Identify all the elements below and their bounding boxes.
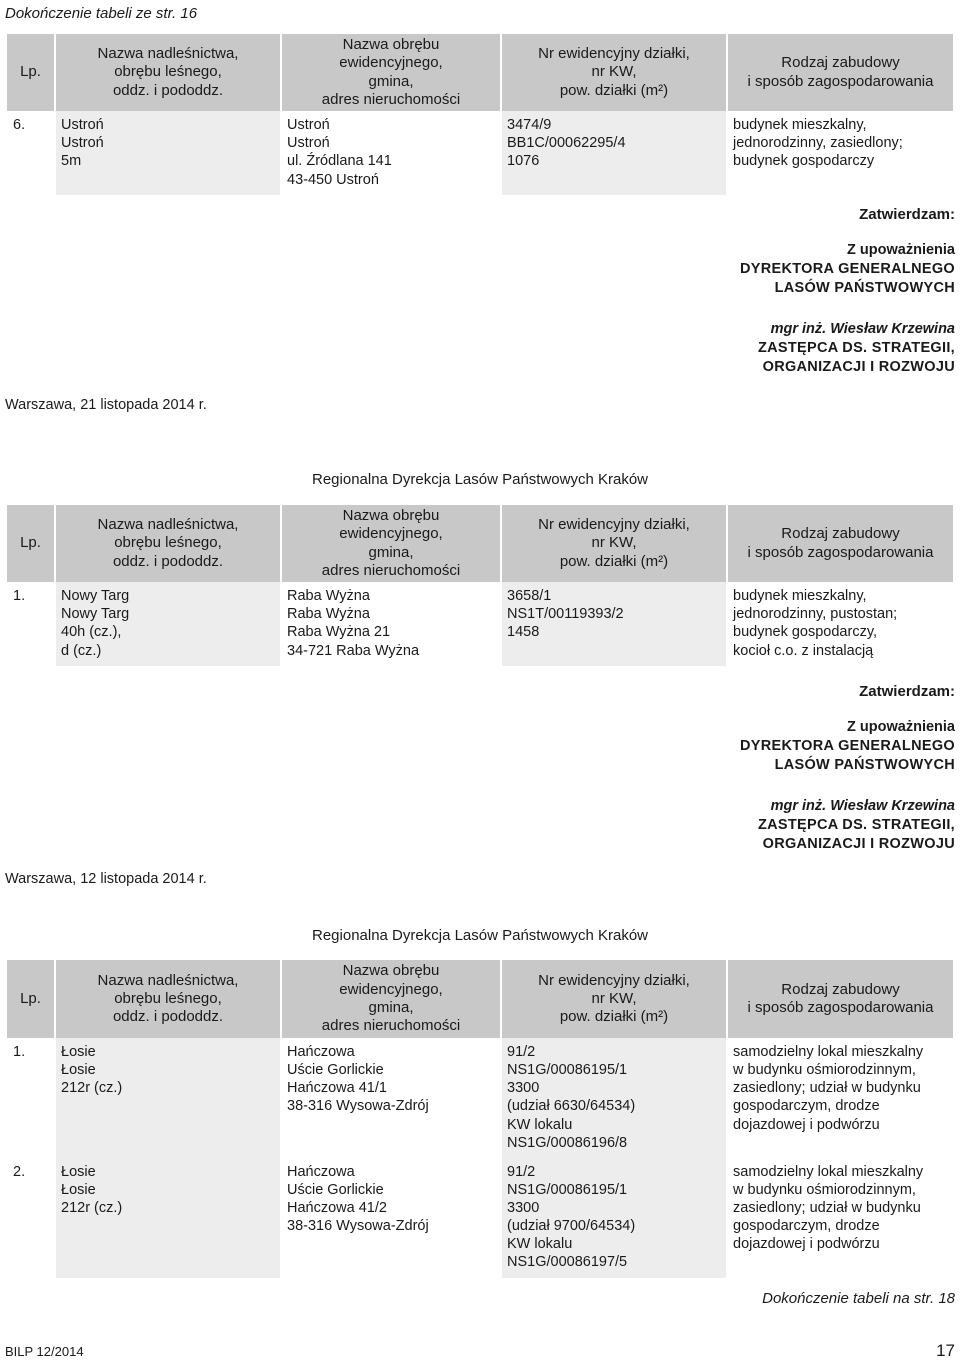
header-nadlesnictwo: Nazwa nadleśnictwa, obrębu leśnego, oddz. i pododdz. [55, 34, 281, 111]
header-dzialka: Nr ewidencyjny działki, nr KW, pow. działki (m²) [501, 34, 727, 111]
header-nadlesnictwo: Nazwa nadleśnictwa, obrębu leśnego, oddz. i pododdz. [55, 505, 281, 582]
footer-journal: BILP 12/2014 [5, 1344, 84, 1359]
cell-obreb: Hańczowa Uście Gorlickie Hańczowa 41/2 38-316 Wysowa-Zdrój [281, 1158, 501, 1278]
footer-page-number: 17 [936, 1341, 955, 1360]
header-lp: Lp. [7, 34, 55, 111]
approval-title: Zatwierdzam: [859, 206, 955, 223]
date-line: Warszawa, 12 listopada 2014 r. [5, 871, 207, 887]
header-lp: Lp. [7, 505, 55, 582]
table-header-row [7, 505, 953, 582]
header-zabudowa: Rodzaj zabudowy i sposób zagospodarowania [727, 960, 953, 1038]
header-obreb: Nazwa obrębu ewidencyjnego, gmina, adres nieruchomości [281, 34, 501, 111]
header-obreb: Nazwa obrębu ewidencyjnego, gmina, adres nieruchomości [281, 505, 501, 582]
cell-nadlesnictwo: Nowy Targ Nowy Targ 40h (cz.), d (cz.) [55, 582, 281, 666]
approval-line: DYREKTORA GENERALNEGO [740, 737, 955, 754]
signer-name: mgr inż. Wiesław Krzewina [770, 798, 955, 815]
cell-zabudowa: samodzielny lokal mieszkalny w budynku ośmiorodzinnym, zasiedlony; udział w budynku gospodarczym, drodze dojazdowej i podwórzu [733, 1044, 924, 1133]
header-obreb: Nazwa obrębu ewidencyjnego, gmina, adres nieruchomości [281, 960, 501, 1038]
cell-lp: 2. [7, 1158, 55, 1278]
table-ustron [7, 34, 953, 195]
table-nowy-targ [7, 505, 953, 666]
table-losie [7, 960, 953, 1278]
table-header-row [7, 960, 953, 1038]
approval-line: LASÓW PAŃSTWOWYCH [774, 757, 955, 774]
continuation-note-top: Dokończenie tabeli ze str. 16 [5, 5, 198, 22]
table-header-row [7, 34, 953, 111]
approval-line: Z upoważnienia [847, 241, 955, 258]
table-row [7, 1158, 953, 1278]
cell-obreb: Hańczowa Uście Gorlickie Hańczowa 41/1 38-316 Wysowa-Zdrój [281, 1038, 501, 1158]
header-zabudowa: Rodzaj zabudowy i sposób zagospodarowania [727, 34, 953, 111]
approval-block [625, 205, 955, 378]
region-title: Regionalna Dyrekcja Lasów Państwowych Kraków [312, 471, 648, 488]
approval-line: LASÓW PAŃSTWOWYCH [774, 280, 955, 297]
continuation-note-bottom: Dokończenie tabeli na str. 18 [762, 1290, 955, 1307]
cell-zabudowa: budynek mieszkalny, jednorodzinny, pustostan; budynek gospodarczy, kocioł c.o. z instalacją [733, 588, 898, 659]
header-nadlesnictwo: Nazwa nadleśnictwa, obrębu leśnego, oddz. i pododdz. [55, 960, 281, 1038]
signer-role: ZASTĘPCA DS. STRATEGII, [757, 817, 955, 834]
cell-obreb: Ustroń Ustroń ul. Źródlana 141 43-450 Ustroń [281, 111, 501, 195]
cell-lp: 1. [7, 1038, 55, 1158]
cell-zabudowa: budynek mieszkalny, jednorodzinny, zasiedlony; budynek gospodarczy [733, 117, 903, 170]
signer-role: ORGANIZACJI I ROZWOJU [762, 836, 955, 853]
cell-dzialka: 91/2 NS1G/00086195/1 3300 (udział 9700/64534) KW lokalu NS1G/00086197/5 [501, 1158, 727, 1278]
approval-block [625, 682, 955, 855]
cell-dzialka: 3474/9 BB1C/00062295/4 1076 [501, 111, 727, 195]
cell-lp: 1. [7, 582, 55, 666]
header-dzialka: Nr ewidencyjny działki, nr KW, pow. działki (m²) [501, 505, 727, 582]
cell-lp: 6. [7, 111, 55, 195]
approval-line: DYREKTORA GENERALNEGO [740, 260, 955, 277]
cell-dzialka: 3658/1 NS1T/00119393/2 1458 [501, 582, 727, 666]
date-line: Warszawa, 21 listopada 2014 r. [5, 397, 207, 413]
cell-nadlesnictwo: Łosie Łosie 212r (cz.) [55, 1158, 281, 1278]
header-dzialka: Nr ewidencyjny działki, nr KW, pow. działki (m²) [501, 960, 727, 1038]
cell-dzialka: 91/2 NS1G/00086195/1 3300 (udział 6630/64534) KW lokalu NS1G/00086196/8 [501, 1038, 727, 1158]
cell-nadlesnictwo: Łosie Łosie 212r (cz.) [55, 1038, 281, 1158]
header-zabudowa: Rodzaj zabudowy i sposób zagospodarowania [727, 505, 953, 582]
table-row [7, 111, 953, 195]
signer-role: ZASTĘPCA DS. STRATEGII, [757, 340, 955, 357]
region-title: Regionalna Dyrekcja Lasów Państwowych Kraków [312, 927, 648, 944]
header-lp: Lp. [7, 960, 55, 1038]
signer-role: ORGANIZACJI I ROZWOJU [762, 359, 955, 376]
cell-nadlesnictwo: Ustroń Ustroń 5m [55, 111, 281, 195]
cell-zabudowa: samodzielny lokal mieszkalny w budynku ośmiorodzinnym, zasiedlony; udział w budynku gospodarczym, drodze dojazdowej i podwórzu [733, 1163, 924, 1253]
approval-line: Z upoważnienia [847, 718, 955, 735]
table-row [7, 1038, 953, 1158]
approval-title: Zatwierdzam: [859, 683, 955, 700]
signer-name: mgr inż. Wiesław Krzewina [770, 321, 955, 338]
table-row [7, 582, 953, 666]
cell-obreb: Raba Wyżna Raba Wyżna Raba Wyżna 21 34-721 Raba Wyżna [281, 582, 501, 666]
